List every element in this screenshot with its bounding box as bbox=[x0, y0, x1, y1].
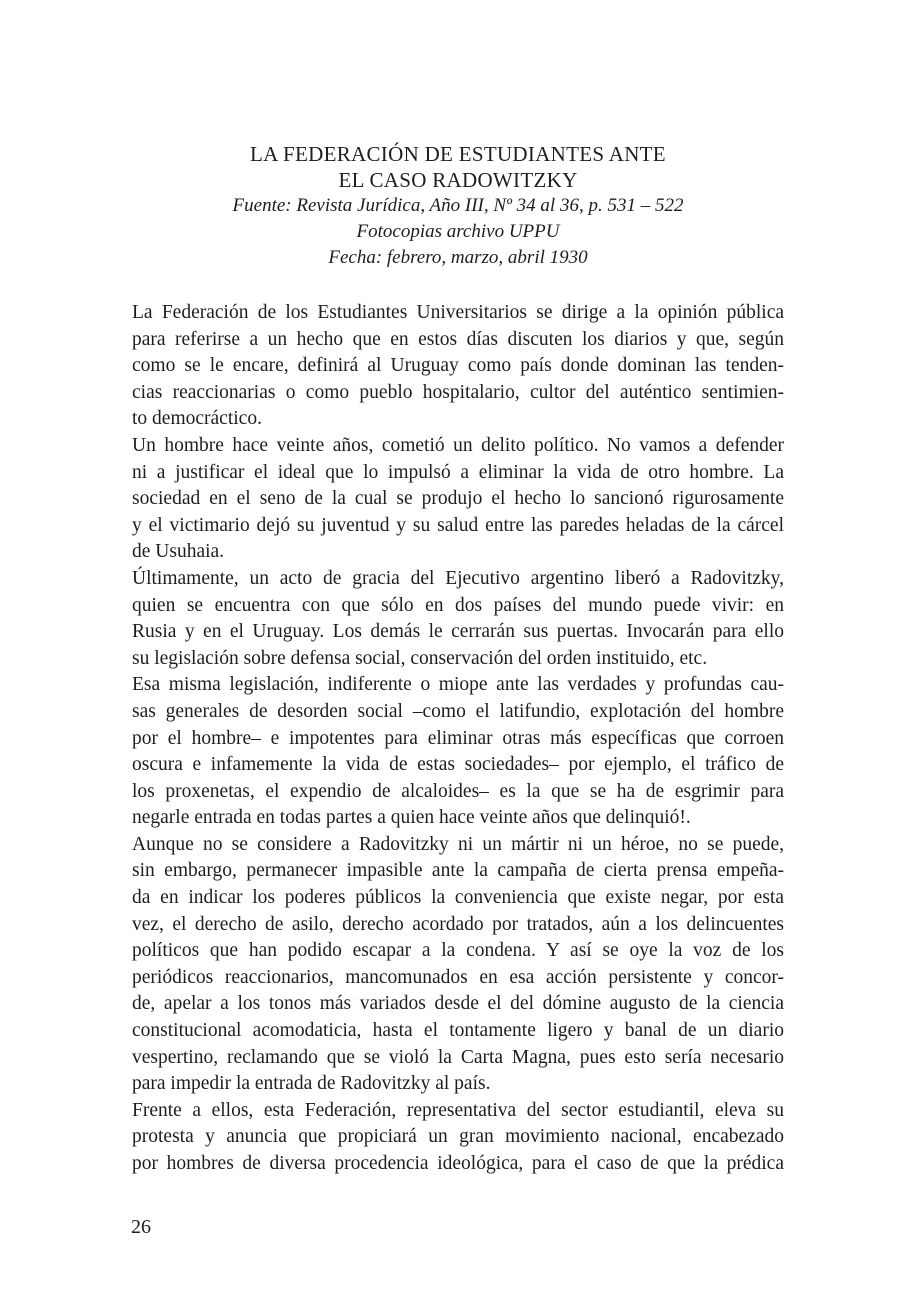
body-line: negarle entrada en todas partes a quien hace veinte años que delinquió!. bbox=[132, 807, 691, 829]
body-line: vez, el derecho de asilo, derecho acordado por tratados, aún a los delincuentes bbox=[132, 913, 784, 935]
body-line: y el victimario dejó su juventud y su salud entre las paredes heladas de la cárcel bbox=[132, 514, 784, 536]
body-line: para impedir la entrada de Radovitzky al país. bbox=[132, 1073, 491, 1095]
body-line: sociedad en el seno de la cual se produjo el hecho lo sancionó rigurosamente bbox=[132, 488, 784, 510]
body-line: quien se encuentra con que sólo en dos países del mundo puede vivir: en bbox=[132, 594, 784, 616]
body-line: Frente a ellos, esta Federación, representativa del sector estudiantil, eleva su bbox=[132, 1099, 784, 1121]
archive-note: Fotocopias archivo UPPU bbox=[356, 221, 560, 242]
body-line: de, apelar a los tonos más variados desde el del dómine augusto de la ciencia bbox=[132, 993, 784, 1015]
body-line: como se le encare, definirá al Uruguay como país donde dominan las tenden- bbox=[132, 355, 784, 377]
body-line: cias reaccionarias o como pueblo hospitalario, cultor del auténtico sentimien- bbox=[132, 381, 784, 403]
body-line: constitucional acomodaticia, hasta el tontamente ligero y banal de un diario bbox=[132, 1020, 784, 1042]
body-text bbox=[132, 300, 784, 1178]
body-line: to democráctico. bbox=[132, 408, 262, 430]
body-line: de Usuhaia. bbox=[132, 541, 225, 563]
body-line: Esa misma legislación, indiferente o miope ante las verdades y profundas cau- bbox=[132, 674, 784, 696]
body-line: por el hombre– e impotentes para eliminar otras más específicas que corroen bbox=[132, 727, 784, 749]
body-line: Últimamente, un acto de gracia del Ejecutivo argentino liberó a Radovitzky, bbox=[132, 567, 784, 589]
body-line: su legislación sobre defensa social, conservación del orden instituido, etc. bbox=[132, 647, 708, 669]
body-line: vespertino, reclamando que se violó la Carta Magna, pues esto sería necesario bbox=[132, 1046, 784, 1068]
document-title-line-2: EL CASO RADOWITZKY bbox=[338, 168, 578, 192]
body-line: sas generales de desorden social –como el latifundio, explotación del hombre bbox=[132, 700, 784, 722]
body-line: Aunque no se considere a Radovitzky ni un mártir ni un héroe, no se puede, bbox=[132, 833, 784, 855]
body-line: los proxenetas, el expendio de alcaloides– es la que se ha de esgrimir para bbox=[132, 780, 784, 802]
body-line: sin embargo, permanecer impasible ante la campaña de cierta prensa empeña- bbox=[132, 860, 784, 882]
body-line: políticos que han podido escapar a la condena. Y así se oye la voz de los bbox=[132, 940, 784, 962]
body-line: periódicos reaccionarios, mancomunados en esa acción persistente y concor- bbox=[132, 966, 784, 988]
body-line: ni a justificar el ideal que lo impulsó a eliminar la vida de otro hombre. La bbox=[132, 461, 784, 483]
body-line: oscura e infamemente la vida de estas sociedades– por ejemplo, el tráfico de bbox=[132, 754, 784, 776]
body-line: Un hombre hace veinte años, cometió un delito político. No vamos a defender bbox=[132, 434, 784, 456]
body-line: para referirse a un hecho que en estos días discuten los diarios y que, según bbox=[132, 328, 784, 350]
body-line: Rusia y en el Uruguay. Los demás le cerrarán sus puertas. Invocarán para ello bbox=[132, 621, 784, 643]
body-line: por hombres de diversa procedencia ideológica, para el caso de que la prédica bbox=[132, 1153, 784, 1174]
page-number: 26 bbox=[131, 1216, 151, 1238]
body-line: da en indicar los poderes públicos la conveniencia que existe negar, por esta bbox=[132, 887, 784, 909]
source-citation: Fuente: Revista Jurídica, Año III, Nº 34 al 36, p. 531 – 522 bbox=[232, 195, 684, 216]
body-line: protesta y anuncia que propiciará un gran movimiento nacional, encabezado bbox=[132, 1126, 784, 1148]
body-line: La Federación de los Estudiantes Universitarios se dirige a la opinión pública bbox=[132, 302, 784, 323]
document-title-line-1: LA FEDERACIÓN DE ESTUDIANTES ANTE bbox=[250, 142, 666, 166]
heading-block bbox=[120, 141, 796, 271]
date-note: Fecha: febrero, marzo, abril 1930 bbox=[328, 247, 588, 268]
